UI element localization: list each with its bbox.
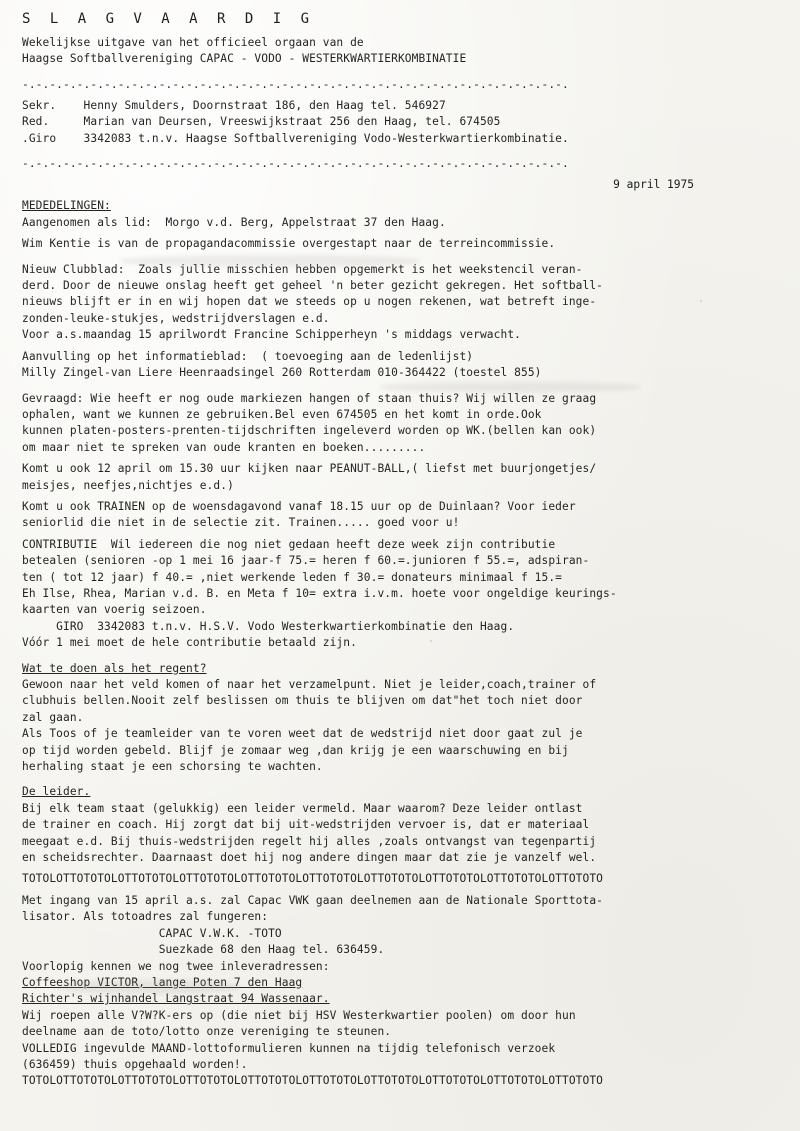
leider-line-2: de trainer en coach. Hij zorgt dat bij uit-wedstrijden vervoer is, dat er materiaal bbox=[22, 818, 590, 832]
nieuw-clubblad-line-4: zonden-leuke-stukjes, wedstrijdverslagen e.d. bbox=[22, 311, 330, 325]
toto-line-10: VOLLEDIG ingevulde MAAND-lottoformulieren kunnen na tijdig telefonisch verzoek bbox=[22, 1041, 556, 1055]
toto-line-8: Wij roepen alle V?W?K-ers op (die niet bij HSV Westerkwartier poolen) om door hun bbox=[22, 1008, 576, 1022]
section-heading-leider: De leider. bbox=[22, 785, 91, 799]
toto-line-1: Met ingang van 15 april a.s. zal Capac VWK gaan deelnemen aan de Nationale Sporttota- bbox=[22, 893, 604, 907]
toto-line-5: Voorlopig kennen we nog twee inleveradressen: bbox=[22, 959, 330, 973]
leider-line-4: en scheidsrechter. Daarnaast doet hij nog andere dingen maar dat zie je vanzelf wel. bbox=[22, 851, 597, 865]
section-heading-regen: Wat te doen als het regent? bbox=[22, 661, 207, 675]
regen-line-5: op tijd worden gebeld. Blijf je zomaar weg ,dan krijg je een waarschuwing en bij bbox=[22, 743, 569, 757]
mededelingen-line-1: Aangenomen als lid: Morgo v.d. Berg, Appelstraat 37 den Haag. bbox=[22, 215, 446, 229]
contributie-giro: GIRO 3342083 t.n.v. H.S.V. Vodo Westerkwartierkombinatie den Haag. bbox=[22, 619, 515, 633]
contributie-deadline: Vóór 1 mei moet de hele contributie betaald zijn. bbox=[22, 636, 357, 650]
toto-address-name: CAPAC V.W.K. -TOTO bbox=[22, 926, 282, 940]
masthead-line-2: Haagse Softballvereniging CAPAC - VODO - WESTERKWARTIERKOMBINATIE bbox=[22, 52, 467, 66]
page-title: S L A G V A A R D I G bbox=[22, 11, 315, 27]
toto-line-11: (636459) thuis opgehaald worden!. bbox=[22, 1057, 248, 1071]
contributie-line-2: betealen (senioren -op 1 mei 16 jaar-f 75.= heren f 60.=.junioren f 55.=, adspiran- bbox=[22, 554, 590, 568]
contributie-line-4: Eh Ilse, Rhea, Marian v.d. B. en Meta f 10= extra i.v.m. hoete voor ongeldige keurings- bbox=[22, 586, 617, 600]
divider-rule-bottom: -.-.-.-.-.-.-.-.-.-.-.-.-.-.-.-.-.-.-.-.-.-.-.-.-.-.-.-.-.-.-.-.-.-.-.-.-.-.-.-. bbox=[22, 157, 569, 171]
issue-date: 9 april 1975 bbox=[613, 178, 694, 192]
toto-line-9: deelname aan de toto/lotto onze vereniging te steunen. bbox=[22, 1025, 392, 1039]
toto-address-street: Suezkade 68 den Haag tel. 636459. bbox=[22, 943, 385, 957]
peanutball-line-1: Komt u ook 12 april om 15.30 uur kijken naar PEANUT-BALL,( liefst met buurjongetjes/ bbox=[22, 462, 597, 476]
document-content bbox=[22, 8, 782, 1090]
contact-secretary: Sekr. Henny Smulders, Doornstraat 186, den Haag tel. 546927 bbox=[22, 98, 446, 112]
toto-divider-bottom: TOTOLOTTOTOTOLOTTOTOTOLOTTOTOTOLOTTOTOTOLOTTOTOTOLOTTOTOTOLOTTOTOTOLOTTOTOTOLOTTOTOTO bbox=[22, 1074, 604, 1088]
toto-inlever-adres-2: Richter's wijnhandel Langstraat 94 Wassenaar. bbox=[22, 992, 330, 1006]
masthead-line-1: Wekelijkse uitgave van het officieel orgaan van de bbox=[22, 36, 364, 49]
gevraagd-line-2: ophalen, want we kunnen ze gebruiken.Bel even 674505 en het komt in orde.Ook bbox=[22, 407, 542, 421]
gevraagd-line-1: Gevraagd: Wie heeft er nog oude markiezen hangen of staan thuis? Wij willen ze graag bbox=[22, 391, 597, 405]
toto-line-2: lisator. Als totoadres zal fungeren: bbox=[22, 910, 269, 924]
nieuw-clubblad-line-2: derd. Door de nieuwe onslag heeft get geheel 'n beter gezicht gekregen. Het softball- bbox=[22, 279, 604, 293]
trainen-line-1: Komt u ook TRAINEN op de woensdagavond vanaf 18.15 uur op de Duinlaan? Voor ieder bbox=[22, 499, 576, 513]
aanvulling-line-1: Aanvulling op het informatieblad: ( toevoeging aan de ledenlijst) bbox=[22, 349, 474, 363]
nieuw-clubblad-line-3: nieuws blijft er in en wij hopen dat we steeds op u nogen rekenen, wat betreft inge- bbox=[22, 295, 597, 309]
contributie-line-5: kaarten van voerig seizoen. bbox=[22, 603, 207, 617]
contact-editor: Red. Marian van Deursen, Vreeswijkstraat 256 den Haag, tel. 674505 bbox=[22, 115, 501, 129]
regen-line-1: Gewoon naar het veld komen of naar het verzamelpunt. Niet je leider,coach,trainer of bbox=[22, 678, 597, 691]
nieuw-clubblad-line-1: Nieuw Clubblad: Zoals jullie misschien hebben opgemerkt is het weekstencil veran- bbox=[22, 262, 583, 276]
gevraagd-line-4: om maar niet te spreken van oude kranten en boeken......... bbox=[22, 440, 426, 454]
toto-divider-top: TOTOLOTTOTOTOLOTTOTOTOLOTTOTOTOLOTTOTOTOLOTTOTOTOLOTTOTOTOLOTTOTOTOLOTTOTOTOLOTTOTOTO bbox=[22, 872, 604, 886]
gevraagd-line-3: kunnen platen-posters-prenten-tijdschriften ingeleverd worden op WK.(bellen kan ook) bbox=[22, 424, 597, 438]
contributie-line-3: ten ( tot 12 jaar) f 40.= ,niet werkende leden f 30.= donateurs minimaal f 15.= bbox=[22, 570, 562, 584]
section-heading-mededelingen: MEDEDELINGEN: bbox=[22, 199, 111, 213]
contributie-line-1: CONTRIBUTIE Wil iedereen die nog niet gedaan heeft deze week zijn contributie bbox=[22, 537, 556, 551]
aanvulling-line-2: Milly Zingel-van Liere Heenraadsingel 260 Rotterdam 010-364422 (toestel 855) bbox=[22, 366, 542, 380]
mededelingen-line-2: Wim Kentie is van de propagandacommissie overgestapt naar de terreincommissie. bbox=[22, 237, 556, 251]
toto-inlever-adres-1: Coffeeshop VICTOR, lange Poten 7 den Haag bbox=[22, 975, 303, 989]
leider-line-3: meegaat e.d. Bij thuis-wedstrijden regelt hij alles ,zoals ontvangst van tegenpartij bbox=[22, 834, 597, 848]
trainen-line-2: seniorlid die niet in de selectie zit. Trainen..... goed voor u! bbox=[22, 516, 460, 530]
peanutball-line-2: meisjes, neefjes,nichtjes e.d.) bbox=[22, 478, 234, 492]
contact-giro: .Giro 3342083 t.n.v. Haagse Softballvereniging Vodo-Westerkwartierkombinatie. bbox=[22, 131, 569, 145]
regen-line-4: Als Toos of je teamleider van te voren weet dat de wedstrijd niet door gaat zul je bbox=[22, 727, 583, 741]
regen-line-3: zal gaan. bbox=[22, 710, 84, 724]
divider-rule-top: -.-.-.-.-.-.-.-.-.-.-.-.-.-.-.-.-.-.-.-.-.-.-.-.-.-.-.-.-.-.-.-.-.-.-.-.-.-.-.-. bbox=[22, 77, 569, 91]
leider-line-1: Bij elk team staat (gelukkig) een leider vermeld. Maar waarom? Deze leider ontlast bbox=[22, 801, 583, 815]
nieuw-clubblad-line-5: Voor a.s.maandag 15 aprilwordt Francine Schipperheyn 's middags verwacht. bbox=[22, 328, 521, 342]
regen-line-2: clubhuis bellen.Nooit zelf beslissen om thuis te blijven om dat"het toch niet door bbox=[22, 694, 583, 708]
regen-line-6: herhaling staat je een schorsing te wachten. bbox=[22, 760, 323, 774]
